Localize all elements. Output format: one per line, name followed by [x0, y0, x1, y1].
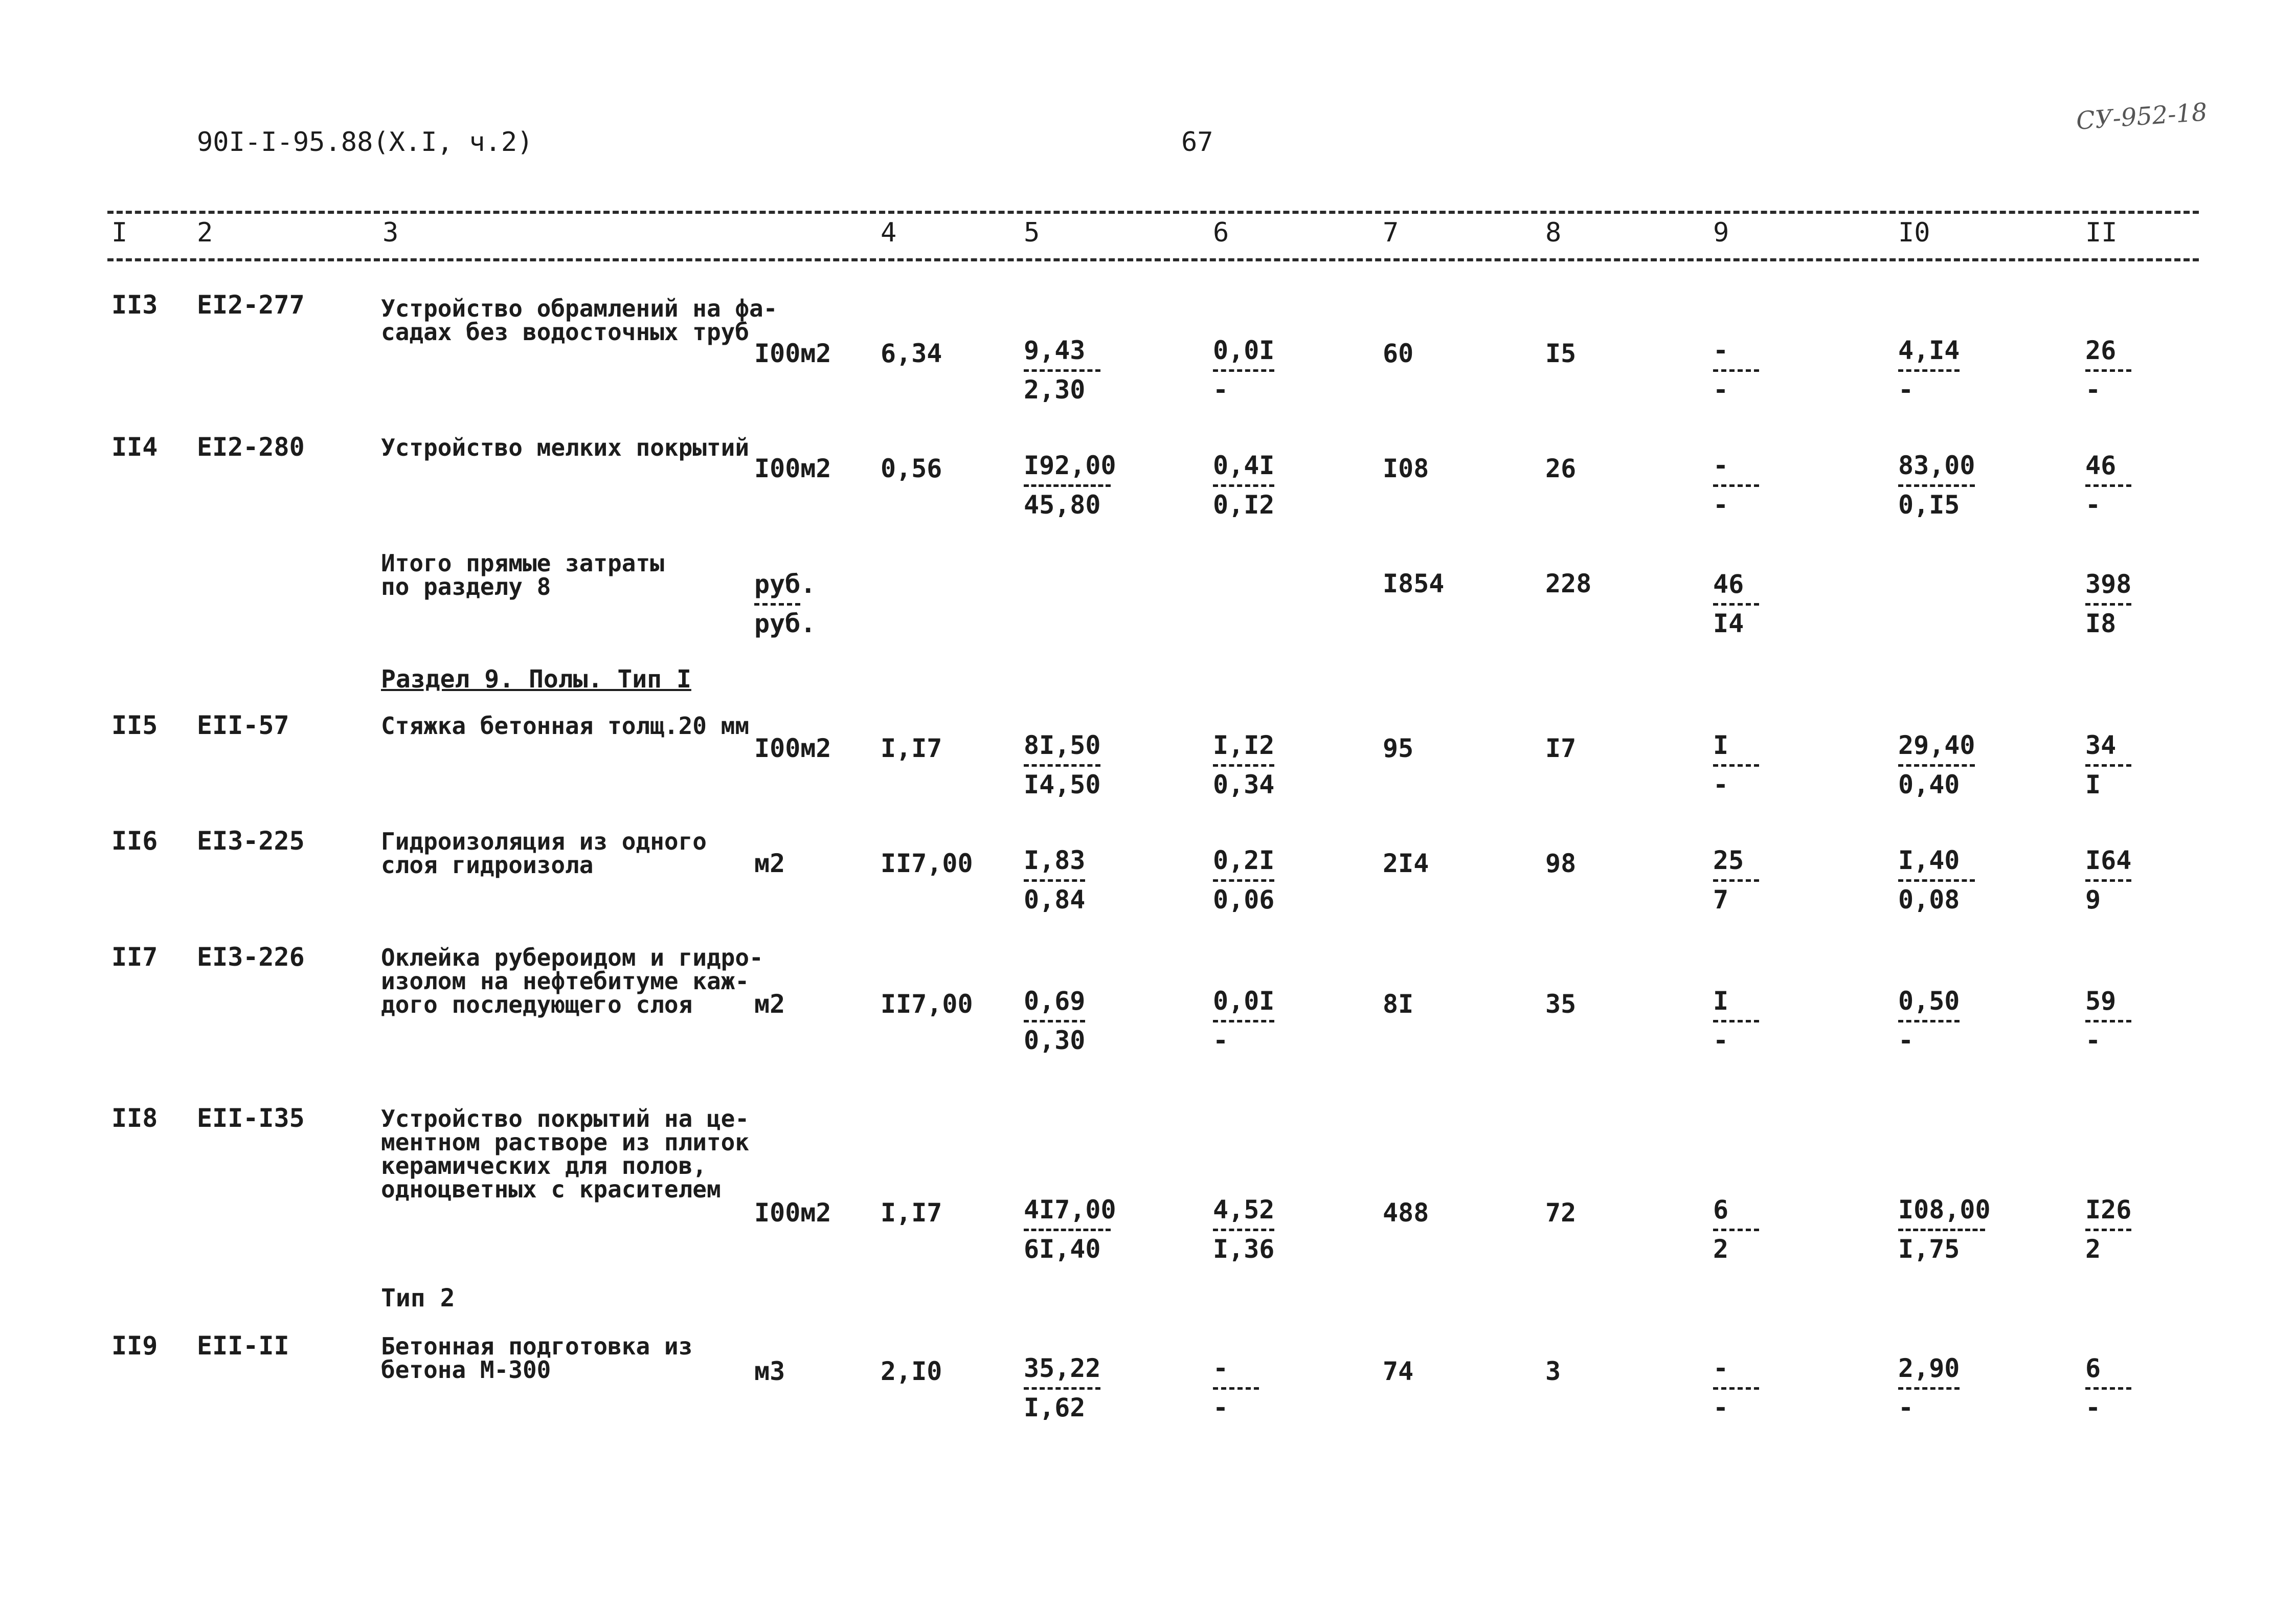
col7-value: I08: [1383, 454, 1429, 483]
quantity: I,I7: [881, 1198, 942, 1228]
quantity: I,I7: [881, 733, 942, 763]
col8-value: 98: [1545, 849, 1577, 878]
col9-value: I -: [1713, 731, 1759, 798]
quantity: 2,I0: [881, 1356, 942, 1386]
column-header: 2: [197, 217, 213, 248]
rate-code: EI2-277: [197, 290, 305, 320]
col6-value: 0,0I -: [1213, 986, 1275, 1055]
column-header: I: [111, 217, 128, 248]
col6-value: I,I2 0,34: [1213, 730, 1275, 799]
col10-value: I,40 0,08: [1898, 847, 1975, 914]
unit: м3: [754, 1356, 785, 1386]
column-header: 9: [1713, 217, 1729, 248]
quantity: 6,34: [881, 339, 942, 368]
work-description: Бетонная подготовка из бетона М-300: [381, 1332, 693, 1384]
total-col8: 228: [1545, 569, 1592, 598]
column-header: II: [2085, 217, 2118, 248]
col6-value: 4,52 I,36: [1213, 1195, 1275, 1264]
quantity: II7,00: [881, 989, 973, 1019]
unit: I00м2: [754, 1198, 831, 1228]
col9-value: 6 2: [1713, 1196, 1759, 1263]
column-header: 4: [881, 217, 897, 248]
total-col11: 398 I8: [2085, 569, 2132, 638]
col8-value: I5: [1545, 339, 1577, 368]
row-number: II8: [111, 1103, 158, 1133]
col8-value: 3: [1545, 1356, 1561, 1386]
table-header-rule: [107, 258, 2199, 261]
work-description: Устройство покрытий на це- ментном растворе из плиток керамических для полов, одноцветных с красителем: [381, 1105, 750, 1203]
unit: I00м2: [754, 454, 831, 483]
col5-value: 0,69 0,30: [1024, 986, 1086, 1055]
col5-value: I92,00 45,80: [1024, 451, 1116, 520]
col10-value: 0,50 -: [1898, 986, 1960, 1055]
work-description: Устройство обрамлений на фа- садах без водосточных труб: [381, 295, 778, 346]
col10-value: 29,40 0,40: [1898, 730, 1975, 799]
col6-value: - -: [1213, 1354, 1259, 1421]
col5-value: I,83 0,84: [1024, 846, 1086, 915]
rate-code: EII-I35: [197, 1103, 305, 1133]
col10-value: 2,90 -: [1898, 1353, 1960, 1422]
col7-value: 8I: [1383, 989, 1414, 1019]
col6-value: 0,2I 0,06: [1213, 846, 1275, 915]
col7-value: 488: [1383, 1198, 1429, 1228]
col10-value: 4,I4 -: [1898, 336, 1960, 405]
column-header: 8: [1545, 217, 1562, 248]
col9-value: - -: [1713, 452, 1759, 519]
rate-code: EI3-226: [197, 942, 305, 972]
column-header: 7: [1383, 217, 1399, 248]
col11-value: I64 9: [2085, 846, 2132, 915]
col11-value: 59 -: [2085, 987, 2131, 1054]
page-number: 67: [1181, 127, 1213, 158]
col8-value: 35: [1545, 989, 1577, 1019]
archive-stamp: СУ-952-18: [2075, 98, 2209, 136]
work-description: Оклейка рубероидом и гидро- изолом на нефтебитуме каж- дого последующего слоя: [381, 944, 763, 1018]
col10-value: I08,00 I,75: [1898, 1195, 1991, 1264]
column-header: I0: [1898, 217, 1930, 248]
unit: м2: [754, 989, 785, 1019]
col7-value: 74: [1383, 1356, 1414, 1386]
row-number: II7: [111, 942, 158, 972]
rate-code: EII-57: [197, 710, 289, 740]
col9-value: 25 7: [1713, 847, 1759, 914]
total-unit: руб. руб.: [754, 569, 816, 638]
col11-value: 6 -: [2085, 1354, 2131, 1421]
col11-value: 34 I: [2085, 731, 2131, 798]
col8-value: I7: [1545, 733, 1577, 763]
col5-value: 9,43 2,30: [1024, 337, 1100, 404]
unit: м2: [754, 849, 785, 878]
quantity: II7,00: [881, 849, 973, 878]
col5-value: 35,22 I,62: [1024, 1353, 1101, 1422]
row-number: II9: [111, 1331, 158, 1361]
col5-value: 4I7,00 6I,40: [1024, 1195, 1116, 1264]
col9-value: - -: [1713, 1354, 1759, 1421]
col11-value: 46 -: [2085, 452, 2131, 519]
col5-value: 8I,50 I4,50: [1024, 730, 1101, 799]
col7-value: 60: [1383, 339, 1414, 368]
row-number: II5: [111, 710, 158, 740]
row-number: II4: [111, 432, 158, 462]
col6-value: 0,0I -: [1213, 336, 1275, 405]
unit: I00м2: [754, 733, 831, 763]
row-number: II3: [111, 290, 158, 320]
col9-value: - -: [1713, 337, 1759, 404]
rate-code: EI3-225: [197, 826, 305, 856]
work-description: Устройство мелких покрытий: [381, 434, 750, 461]
subsection-title: Тип 2: [381, 1284, 455, 1312]
section-title: Раздел 9. Полы. Тип I: [381, 665, 691, 694]
col11-value: 26 -: [2085, 337, 2131, 404]
unit: I00м2: [754, 339, 831, 368]
col7-value: 2I4: [1383, 849, 1429, 878]
work-description: Стяжка бетонная толщ.20 мм: [381, 712, 750, 740]
col11-value: I26 2: [2085, 1195, 2132, 1264]
total-label: Итого прямые затраты по разделу 8: [381, 549, 664, 600]
column-header: 5: [1024, 217, 1040, 248]
col10-value: 83,00 0,I5: [1898, 451, 1975, 520]
work-description: Гидроизоляция из одного слоя гидроизола: [381, 828, 707, 879]
col6-value: 0,4I 0,I2: [1213, 451, 1275, 520]
rate-code: EI2-280: [197, 432, 305, 462]
col8-value: 72: [1545, 1198, 1577, 1228]
col8-value: 26: [1545, 454, 1577, 483]
col7-value: 95: [1383, 733, 1414, 763]
column-header: 3: [382, 217, 399, 248]
table-top-rule: [107, 211, 2199, 214]
quantity: 0,56: [881, 454, 942, 483]
row-number: II6: [111, 826, 158, 856]
total-col7: I854: [1383, 569, 1445, 598]
col9-value: I -: [1713, 987, 1759, 1054]
total-col9: 46 I4: [1713, 570, 1759, 637]
column-header: 6: [1213, 217, 1229, 248]
document-code: 90I-I-95.88(X.I, ч.2): [197, 127, 533, 158]
rate-code: EII-II: [197, 1331, 289, 1361]
